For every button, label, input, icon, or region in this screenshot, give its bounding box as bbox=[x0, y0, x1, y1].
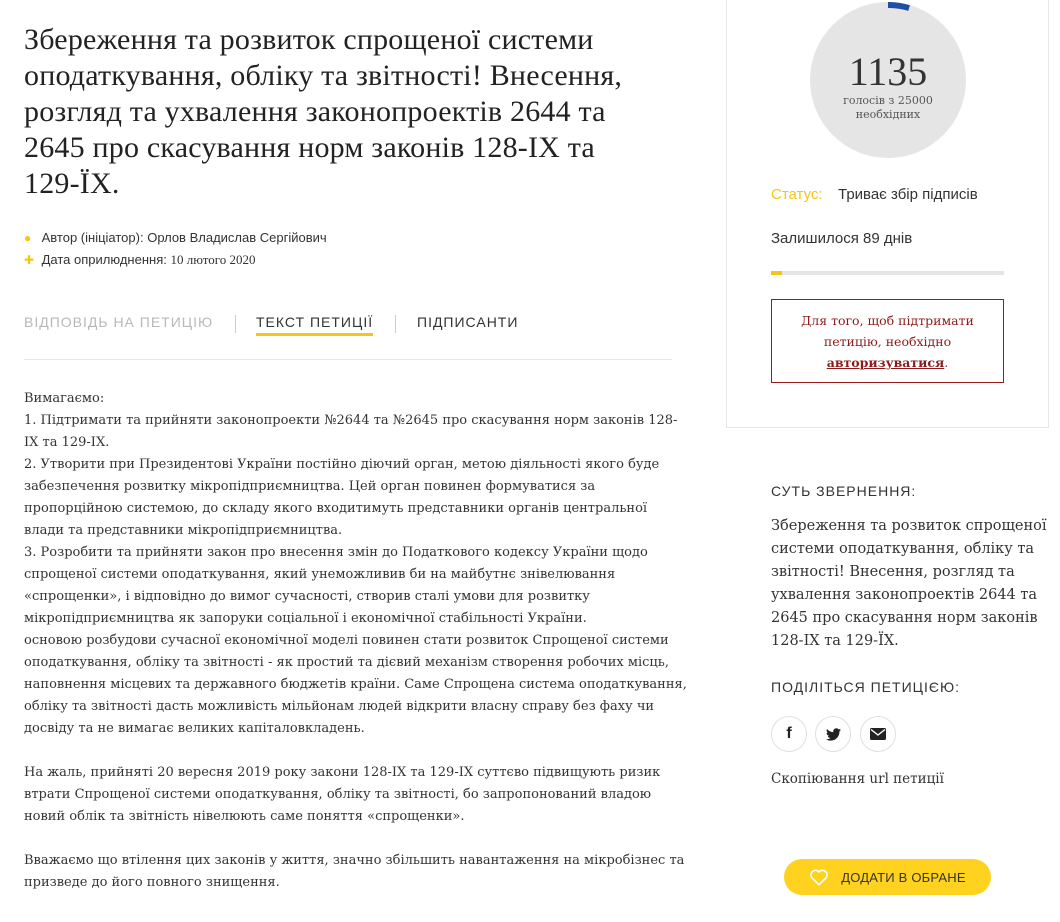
text-line: 2. Утворити при Президентові України постійно діючий орган, метою діяльності якого буде bbox=[24, 457, 660, 472]
share-email-button[interactable] bbox=[860, 716, 896, 752]
tab-divider bbox=[395, 315, 396, 333]
add-to-favorites-label: ДОДАТИ В ОБРАНЕ bbox=[841, 869, 966, 885]
text-line: Вважаємо що втілення цих законів у життя, значно збільшить навантаження на мікробізнес та bbox=[24, 853, 685, 868]
votes-caption-line: голосів з 25000 bbox=[843, 94, 933, 107]
text-line: 3. Розробити та прийняти закон про внесення змін до Податкового кодексу України щодо bbox=[24, 545, 648, 560]
share-twitter-button[interactable] bbox=[815, 716, 851, 752]
text-line: основою розбудови сучасної економічної моделі повинен стати розвиток Спрощеної системи bbox=[24, 633, 669, 648]
title-line: розгляд та ухвалення законопроектів 2644 та bbox=[24, 95, 606, 128]
essence-line: звітності! Внесення, розгляд та bbox=[771, 564, 1015, 580]
tab-text[interactable]: ТЕКСТ ПЕТИЦІЇ bbox=[256, 314, 373, 336]
essence-heading: СУТЬ ЗВЕРНЕННЯ: bbox=[771, 483, 917, 499]
plus-icon: ✚ bbox=[24, 253, 35, 267]
tab-answer[interactable]: ВІДПОВІДЬ НА ПЕТИЦІЮ bbox=[24, 314, 214, 330]
text-line: забезпечення розвитку мікропідприємництва. Цей орган повинен формуватися за bbox=[24, 479, 596, 494]
auth-text: петицію, необхідно bbox=[823, 334, 952, 349]
text-line: Вимагаємо: bbox=[24, 391, 105, 406]
email-icon bbox=[870, 728, 886, 740]
status-value: Триває збір підписів bbox=[838, 186, 978, 203]
petition-title bbox=[24, 22, 684, 202]
text-line: влади та представники мікропідприємництва. bbox=[24, 523, 343, 538]
essence-text bbox=[771, 515, 1056, 653]
auth-notice bbox=[771, 299, 1004, 383]
status-label: Статус: bbox=[771, 186, 823, 203]
heart-icon bbox=[809, 868, 829, 886]
text-line: оподаткування, обліку та звітності - як простий та дієвий механізм створення робочих місць, bbox=[24, 655, 669, 670]
auth-link[interactable]: авторизуватися bbox=[826, 355, 945, 370]
essence-line: 128-IX та 129-ЇХ. bbox=[771, 633, 899, 649]
author-label: Автор (ініціатор): bbox=[41, 230, 144, 245]
auth-suffix: . bbox=[944, 355, 949, 370]
votes-count: 1135 bbox=[848, 49, 928, 94]
date-label: Дата оприлюднення: bbox=[41, 252, 167, 267]
signature-progress-bar bbox=[771, 271, 1004, 275]
text-line: спрощеної системи оподаткування, який унеможливив би на майбутнє знівелювання bbox=[24, 567, 616, 582]
text-line: 1. Підтримати та прийняти законопроекти №2644 та №2645 про скасування норм законів 128- bbox=[24, 413, 678, 428]
text-line: IX та 129-IX. bbox=[24, 435, 110, 450]
add-to-favorites-button[interactable] bbox=[784, 859, 991, 895]
author-row bbox=[24, 230, 327, 245]
votes-progress-arc bbox=[888, 5, 909, 8]
text-line: новий облік та звітність нівелюють саме поняття «спрощенки». bbox=[24, 809, 465, 824]
date-row bbox=[24, 252, 256, 268]
twitter-icon bbox=[826, 728, 841, 741]
text-line: досвіду та не вимагає великих капіталовкладень. bbox=[24, 721, 365, 736]
votes-caption bbox=[810, 94, 966, 122]
text-line: обліку та звітності дасть можливість мільйонам людей відкрити власну справу без фаху чи bbox=[24, 699, 655, 714]
signature-progress-fill bbox=[771, 271, 782, 275]
text-line: «спрощенки», і відповідно до вимог сучасності, створив сталі умови для розвитку bbox=[24, 589, 590, 604]
text-line: наповнення місцевих та державного бюджетів країни. Саме Спрощена система оподаткування, bbox=[24, 677, 687, 692]
essence-line: 2645 про скасування норм законів bbox=[771, 610, 1038, 626]
copy-url-link[interactable]: Скопіювання url петиції bbox=[771, 771, 944, 787]
text-line: На жаль, прийняті 20 вересня 2019 року закони 128-IX та 129-IX суттєво підвищують ризик bbox=[24, 765, 661, 780]
auth-text: Для того, щоб підтримати bbox=[801, 313, 974, 328]
share-heading: ПОДІЛІТЬСЯ ПЕТИЦІЄЮ: bbox=[771, 679, 960, 695]
share-facebook-button[interactable] bbox=[771, 716, 807, 752]
tab-signers[interactable]: ПІДПИСАНТИ bbox=[417, 314, 519, 330]
title-line: 129-ЇХ. bbox=[24, 167, 120, 200]
title-line: оподаткування, обліку та звітності! Внесення, bbox=[24, 59, 623, 92]
date-value: 10 лютого 2020 bbox=[170, 252, 256, 267]
author-name: Орлов Владислав Сергійович bbox=[147, 230, 327, 245]
tab-divider bbox=[235, 315, 236, 333]
title-line: 2645 про скасування норм законів 128-IX та bbox=[24, 131, 595, 164]
text-line: мікропідприємництва як запоруки соціальної і економічної стабільності України. bbox=[24, 611, 587, 626]
text-line: призведе до його повного знищення. bbox=[24, 875, 280, 890]
text-line: втрати Спрощеної системи оподаткування, обліку та звітності, бо запропонований владою bbox=[24, 787, 652, 802]
text-line: пропорційною системою, до складу якого входитимуть представники органів центральної bbox=[24, 501, 648, 516]
tabs-divider bbox=[24, 359, 672, 360]
user-icon: ● bbox=[24, 231, 32, 245]
facebook-icon: f bbox=[786, 725, 792, 742]
votes-caption-line: необхідних bbox=[855, 108, 921, 121]
essence-line: ухвалення законопроектів 2644 та bbox=[771, 587, 1038, 603]
title-line: Збереження та розвиток спрощеної системи bbox=[24, 23, 594, 56]
essence-line: Збереження та розвиток спрощеної bbox=[771, 518, 1047, 534]
essence-line: системи оподаткування, обліку та bbox=[771, 541, 1035, 557]
days-remaining: Залишилося 89 днів bbox=[771, 230, 913, 247]
petition-text bbox=[24, 388, 687, 894]
